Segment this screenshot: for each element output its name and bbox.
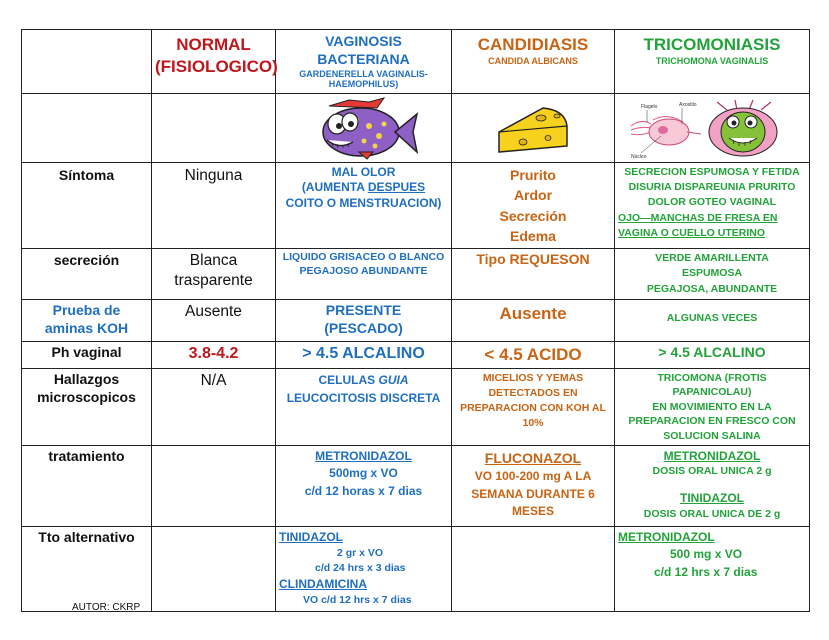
header-normal-line1: NORMAL	[176, 35, 251, 54]
alternativo-candidiasis	[452, 527, 615, 612]
sintoma-trico-line3: DOLOR GOTEO VAGINAL	[647, 196, 777, 209]
ph-candidiasis: < 4.5 ACIDO	[452, 341, 615, 368]
ph-tricomoniasis: > 4.5 ALCALINO	[615, 341, 810, 368]
row-sintoma	[22, 163, 810, 249]
row-secrecion-label: secreción	[22, 249, 152, 300]
image-row-empty-1	[22, 94, 152, 163]
sintoma-cand-line4: Edema	[510, 227, 556, 244]
alternativo-tricomoniasis	[615, 527, 810, 612]
tratamiento-cand-line2: VO 100-200 mg A LA	[474, 469, 592, 484]
header-vaginosis-sub2: HAEMOPHILUS)	[328, 79, 399, 90]
sintoma-cand-line3: Secreción	[499, 207, 567, 224]
corner-cell	[22, 30, 152, 94]
sintoma-tricomoniasis	[615, 163, 810, 249]
tratamiento-vag-line2: 500mg x VO	[329, 466, 398, 481]
sintoma-normal: Ninguna	[152, 163, 276, 249]
aminas-tricomoniasis: ALGUNAS VECES	[615, 299, 810, 341]
sintoma-vag-line2	[279, 180, 448, 195]
hallazgos-trico-line2: PAPANICOLAU)	[672, 386, 752, 399]
header-candidiasis	[452, 30, 615, 94]
alternativo-vag-line5: VO c/d 12 hrs x 7 dias	[303, 593, 412, 606]
row-aminas-label	[22, 299, 152, 341]
cheese-cell	[452, 94, 615, 163]
sintoma-trico-line5: VAGINA O CUELLO UTERINO	[618, 226, 765, 239]
alternativo-trico-line2: 500 mg x VO	[670, 547, 743, 562]
trico-label-axostilo: Axostilo	[679, 102, 697, 108]
header-vaginosis	[276, 30, 452, 94]
hallazgos-trico-line5: SOLUCION SALINA	[663, 429, 761, 442]
hallazgos-trico-line4: PREPARACION EN FRESCO CON	[628, 415, 796, 428]
secrecion-trico-line3: PEGAJOSA, ABUNDANTE	[646, 282, 778, 295]
sintoma-vag-line1: MAL OLOR	[331, 165, 396, 179]
trico-label-nucleo: Núcleo	[631, 154, 647, 160]
alternativo-vag-line2: 2 gr x VO	[337, 547, 384, 560]
header-normal	[152, 30, 276, 94]
aminas-candidiasis: Ausente	[452, 299, 615, 341]
alternativo-vaginosis	[276, 527, 452, 612]
row-aminas-label-line1: Prueba de	[52, 301, 121, 318]
row-ph-label: Ph vaginal	[22, 341, 152, 368]
row-secrecion	[22, 249, 810, 300]
sintoma-vag-line2a: (AUMENTA	[301, 180, 368, 195]
secrecion-normal	[152, 249, 276, 300]
header-vaginosis-sub1: GARDENERELLA VAGINALIS-	[299, 68, 428, 79]
hallazgos-trico-line3: EN MOVIMIENTO EN LA	[652, 400, 772, 413]
row-hallazgos-label-line1: Hallazgos	[53, 370, 120, 387]
hallazgos-trico-line1: TRICOMONA (FROTIS	[657, 371, 767, 384]
aminas-vaginosis	[276, 299, 452, 341]
tratamiento-vaginosis	[276, 446, 452, 527]
hallazgos-vag-line1b: GUIA	[378, 372, 409, 387]
trichomonas-cell	[615, 94, 810, 163]
hallazgos-cand-line3: PREPARACION CON KOH AL	[460, 402, 606, 415]
hallazgos-cand-line1: MICELIOS Y YEMAS	[482, 371, 584, 384]
author-note: AUTOR: CKRP	[72, 602, 141, 613]
tratamiento-candidiasis	[452, 446, 615, 527]
fish-cell	[276, 94, 452, 163]
sintoma-vaginosis	[276, 163, 452, 249]
image-row	[22, 94, 810, 163]
hallazgos-vaginosis	[276, 368, 452, 445]
fish-icon	[309, 96, 419, 160]
sintoma-vag-line2b: DESPUES	[367, 180, 426, 195]
hallazgos-candidiasis	[452, 368, 615, 445]
image-row-empty-2	[152, 94, 276, 163]
header-tricomoniasis-sub: TRICHOMONA VAGINALIS	[655, 55, 769, 66]
row-ph	[22, 341, 810, 368]
aminas-vag-line1: PRESENTE	[325, 301, 402, 318]
tratamiento-cand-line1: FLUCONAZOL	[484, 450, 582, 467]
tratamiento-vag-line1: METRONIDAZOL	[315, 449, 412, 464]
alternativo-vag-line1: TINIDAZOL	[279, 530, 343, 545]
row-hallazgos-label-line2: microscopicos	[37, 388, 136, 405]
sintoma-trico-line2: DISURIA DISPAREUNIA PRURITO	[628, 181, 796, 194]
tratamiento-trico-line3: TINIDAZOL	[680, 491, 744, 506]
secrecion-vag-line2: PEGAJOSO ABUNDANTE	[299, 264, 428, 277]
secrecion-trico-line2: ESPUMOSA	[681, 267, 743, 280]
tratamiento-trico-line4: DOSIS ORAL UNICA DE 2 g	[643, 507, 781, 520]
secrecion-candidiasis: Tipo REQUESON	[452, 249, 615, 300]
sintoma-trico-line4: OJO—MANCHAS DE FRESA EN	[618, 211, 778, 224]
row-sintoma-label: Síntoma	[22, 163, 152, 249]
hallazgos-cand-line2: DETECTADOS EN	[488, 386, 578, 399]
aminas-vag-line2: (PESCADO)	[324, 319, 403, 336]
hallazgos-vag-line2: LEUCOCITOSIS DISCRETA	[286, 390, 441, 405]
tratamiento-cand-line4: MESES	[511, 504, 554, 519]
tratamiento-normal	[152, 446, 276, 527]
header-tricomoniasis-title: TRICOMONIASIS	[643, 35, 781, 54]
header-normal-line2: (FISIOLOGICO)	[155, 56, 278, 76]
sintoma-trico-line1: SECRECION ESPUMOSA Y FETIDA	[624, 166, 800, 178]
header-tricomoniasis	[615, 30, 810, 94]
trico-label-flagelo: Flagelo	[641, 104, 658, 110]
ph-vaginosis: > 4.5 ALCALINO	[276, 341, 452, 368]
alternativo-normal	[152, 527, 276, 612]
header-row	[22, 30, 810, 94]
header-candidiasis-title: CANDIDIASIS	[477, 35, 589, 54]
row-tratamiento	[22, 446, 810, 527]
row-hallazgos	[22, 368, 810, 445]
secrecion-normal-line2: trasparente	[174, 272, 253, 290]
sintoma-candidiasis	[452, 163, 615, 249]
header-vaginosis-line2: BACTERIANA	[317, 50, 410, 67]
cheese-icon	[493, 102, 573, 158]
tratamiento-vag-line3: c/d 12 horas x 7 dias	[304, 483, 423, 498]
row-alternativo	[22, 527, 810, 612]
tratamiento-tricomoniasis	[615, 446, 810, 527]
secrecion-normal-line1: Blanca	[189, 252, 238, 270]
hallazgos-tricomoniasis	[615, 368, 810, 445]
header-vaginosis-line1: VAGINOSIS	[325, 33, 402, 49]
alternativo-trico-line1: METRONIDAZOL	[618, 530, 715, 545]
trichomonas-icon	[627, 96, 797, 160]
alternativo-vag-line4: CLINDAMICINA	[279, 576, 367, 591]
secrecion-tricomoniasis	[615, 249, 810, 300]
secrecion-vaginosis	[276, 249, 452, 300]
row-aminas-label-line2: aminas KOH	[44, 319, 129, 336]
row-aminas	[22, 299, 810, 341]
row-hallazgos-label	[22, 368, 152, 445]
row-alternativo-label: Tto alternativo	[22, 527, 152, 612]
sintoma-cand-line2: Ardor	[513, 187, 553, 204]
hallazgos-vag-line1a: CELULAS	[318, 372, 379, 387]
secrecion-vag-line1: LIQUIDO GRISACEO O BLANCO	[282, 251, 445, 264]
row-tratamiento-label: tratamiento	[22, 446, 152, 527]
tratamiento-trico-line1: METRONIDAZOL	[663, 449, 761, 464]
hallazgos-normal: N/A	[152, 368, 276, 445]
alternativo-trico-line3: c/d 12 hrs x 7 dias	[654, 564, 758, 579]
tratamiento-cand-line3: SEMANA DURANTE 6	[471, 486, 595, 501]
tratamiento-trico-line2: DOSIS ORAL UNICA 2 g	[652, 465, 772, 478]
hallazgos-vag-line1	[279, 371, 448, 389]
header-candidiasis-sub: CANDIDA ALBICANS	[488, 55, 578, 66]
sintoma-vag-line3: COITO O MENSTRUACION)	[285, 195, 442, 210]
sintoma-cand-line1: Prurito	[510, 167, 556, 183]
alternativo-vag-line3: c/d 24 hrs x 3 dias	[315, 561, 406, 574]
hallazgos-cand-line4: 10%	[522, 417, 544, 430]
comparison-table	[21, 29, 810, 612]
secrecion-trico-line1: VERDE AMARILLENTA	[655, 252, 769, 265]
ph-normal: 3.8-4.2	[152, 341, 276, 368]
aminas-normal: Ausente	[152, 299, 276, 341]
